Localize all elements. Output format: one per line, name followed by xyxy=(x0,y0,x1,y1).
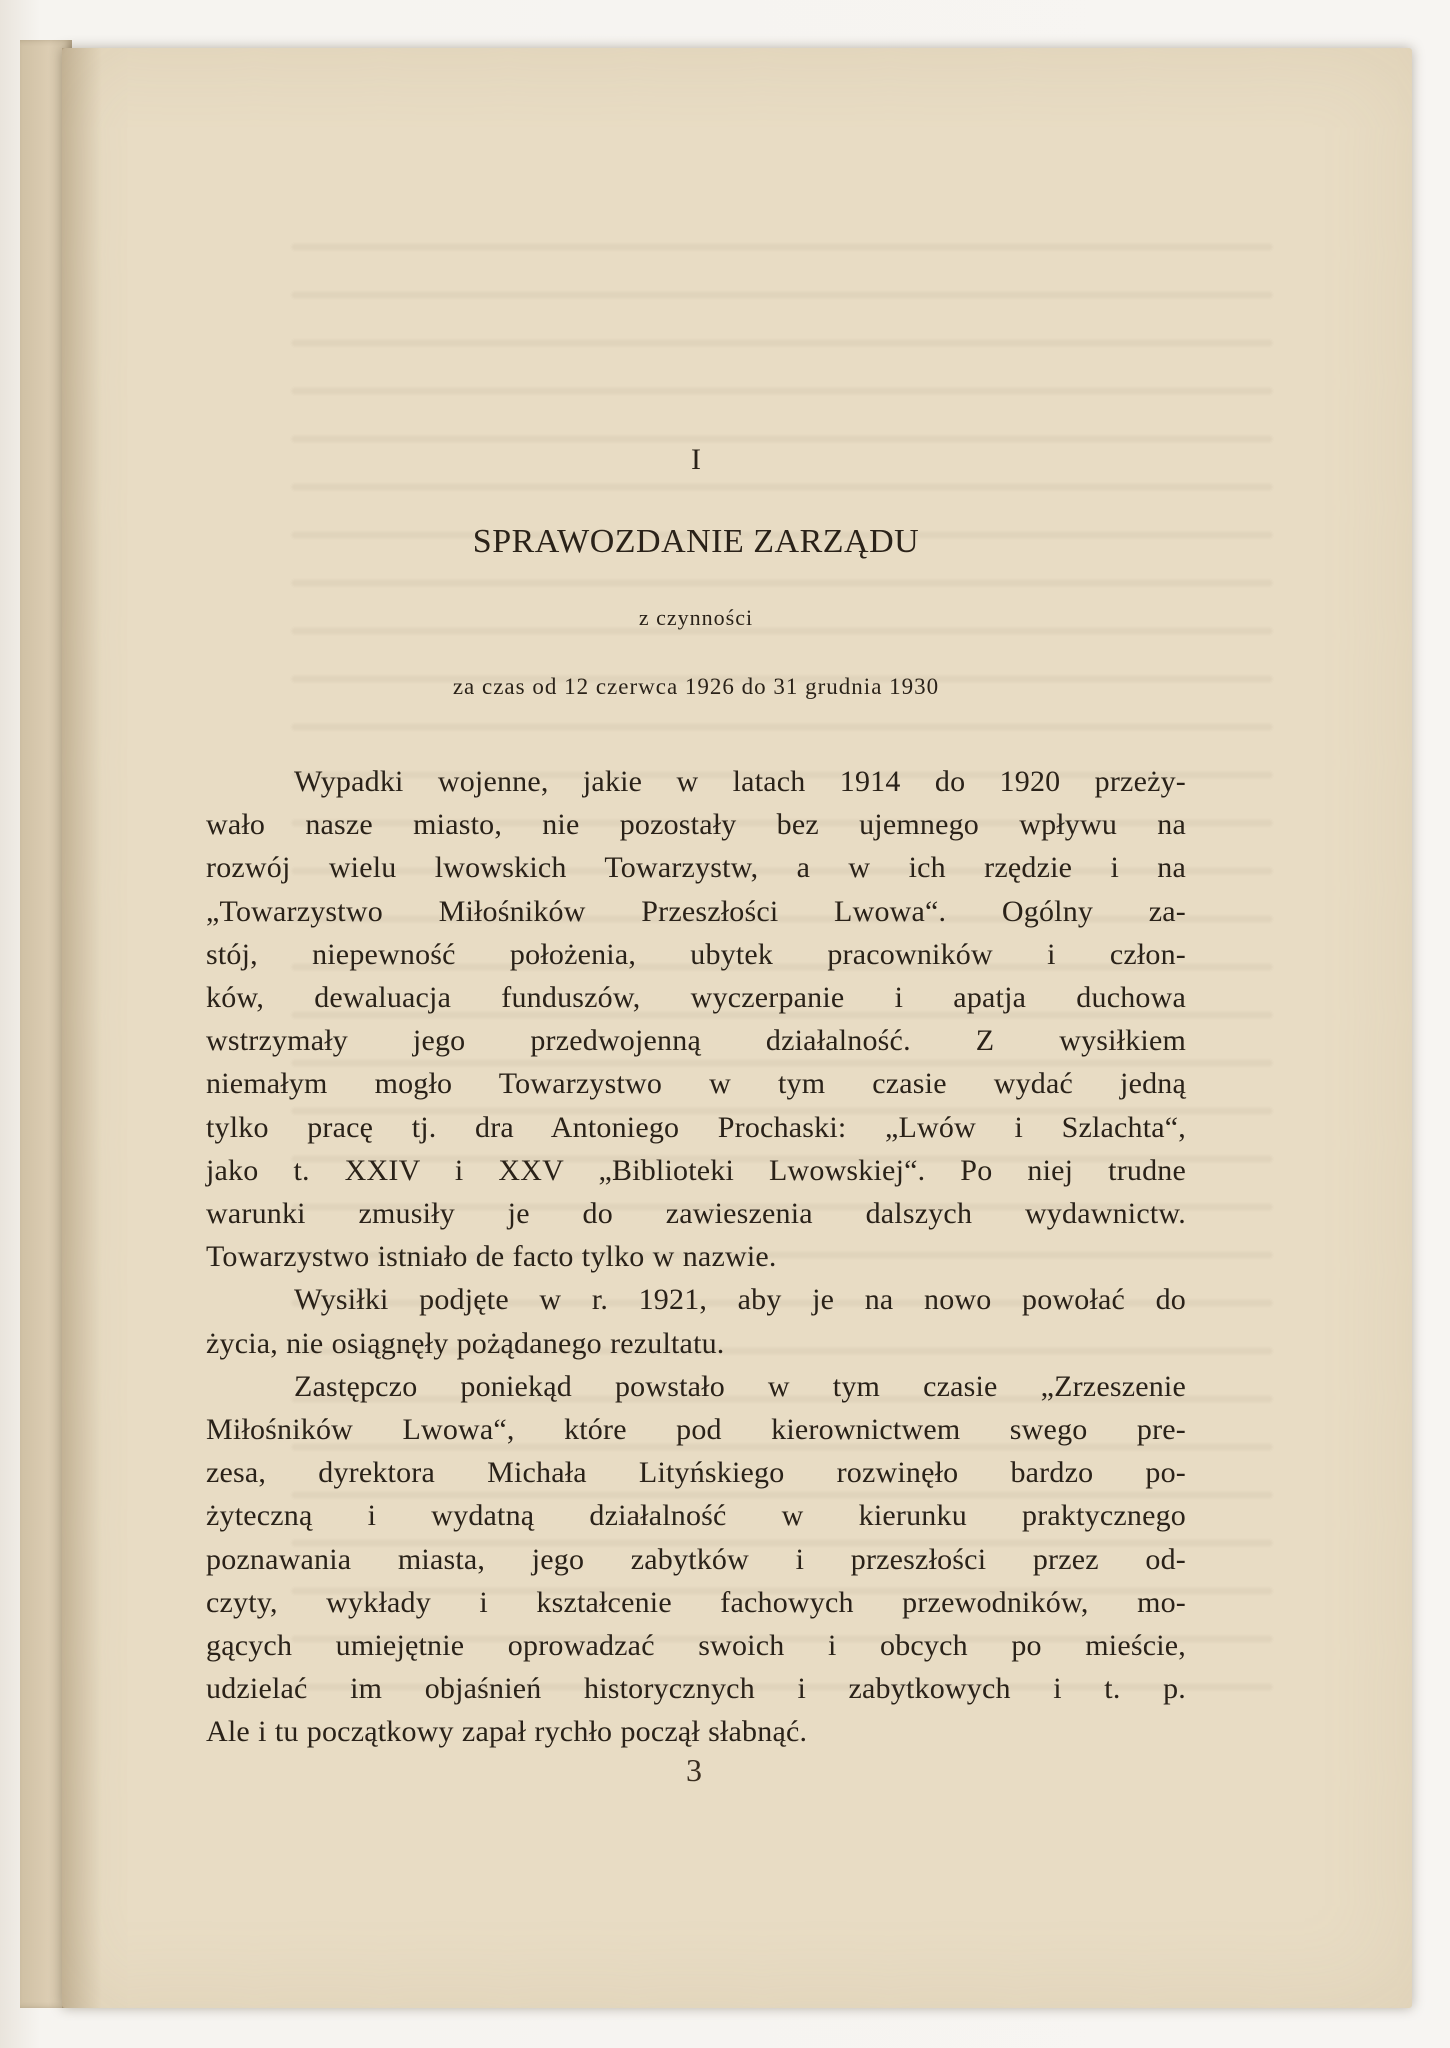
text-line: ków, dewaluacja funduszów, wyczerpanie i apatja duchowa xyxy=(206,981,1186,1015)
text-line: wało nasze miasto, nie pozostały bez ujemnego wpływu na xyxy=(206,808,1186,842)
text-line: czyty, wykłady i kształcenie fachowych przewodników, mo- xyxy=(206,1585,1186,1619)
text-line: Ale i tu początkowy zapał rychło począł słabnąć. xyxy=(206,1715,808,1749)
paragraph-3 xyxy=(206,1365,1186,1754)
chapter-title: SPRAWOZDANIE ZARZĄDU xyxy=(472,523,920,560)
text-line: tylko pracę tj. dra Antoniego Prochaski: „Lwów i Szlachta“, xyxy=(206,1110,1186,1144)
page-number: 3 xyxy=(686,1752,702,1788)
text-line: Wypadki wojenne, jakie w latach 1914 do 1920 przeży- xyxy=(294,765,1186,798)
text-line: warunki zmusiły je do zawieszenia dalszych wydawnictw. xyxy=(206,1197,1186,1231)
body-text xyxy=(206,760,1186,1754)
text-line: życia, nie osiągnęły pożądanego rezultatu. xyxy=(206,1326,725,1360)
paragraph-1 xyxy=(206,760,1186,1278)
text-line: Miłośników Lwowa“, które pod kierownictwem swego pre- xyxy=(206,1413,1186,1447)
text-line: poznawania miasta, jego zabytków i przeszłości przez od- xyxy=(206,1542,1186,1576)
text-line: stój, niepewność położenia, ubytek pracowników i człon- xyxy=(206,937,1186,971)
text-line: rozwój wielu lwowskich Towarzystw, a w ich rzędzie i na xyxy=(206,851,1186,885)
text-line: „Towarzystwo Miłośników Przeszłości Lwowa“. Ogólny za- xyxy=(206,894,1186,928)
text-line: Wysiłki podjęte w r. 1921, aby je na nowo powołać do xyxy=(294,1283,1186,1317)
spine-shadow xyxy=(62,48,102,2008)
text-line: Zastępczo poniekąd powstało w tym czasie „Zrzeszenie xyxy=(294,1369,1186,1403)
page-content xyxy=(206,440,1186,1754)
paragraph-2 xyxy=(206,1278,1186,1364)
chapter-number: I xyxy=(691,443,701,476)
text-line: niemałym mogło Towarzystwo w tym czasie wydać jedną xyxy=(206,1067,1186,1101)
text-line: jako t. XXIV i XXV „Biblioteki Lwowskiej“. Po niej trudne xyxy=(206,1153,1186,1187)
text-line: udzielać im objaśnień historycznych i zabytkowych i t. p. xyxy=(206,1672,1186,1706)
text-line: gących umiejętnie oprowadzać swoich i obcych po mieście, xyxy=(206,1629,1186,1663)
chapter-subtitle: z czynności xyxy=(638,605,754,630)
text-line: wstrzymały jego przedwojenną działalność. Z wysiłkiem xyxy=(206,1024,1186,1058)
text-line: zesa, dyrektora Michała Lityńskiego rozwinęło bardzo po- xyxy=(206,1456,1186,1490)
text-line: żyteczną i wydatną działalność w kierunku praktycznego xyxy=(206,1499,1186,1533)
report-period: za czas od 12 czerwca 1926 do 31 grudnia 1930 xyxy=(452,674,940,699)
text-line: Towarzystwo istniało de facto tylko w nazwie. xyxy=(206,1240,777,1274)
